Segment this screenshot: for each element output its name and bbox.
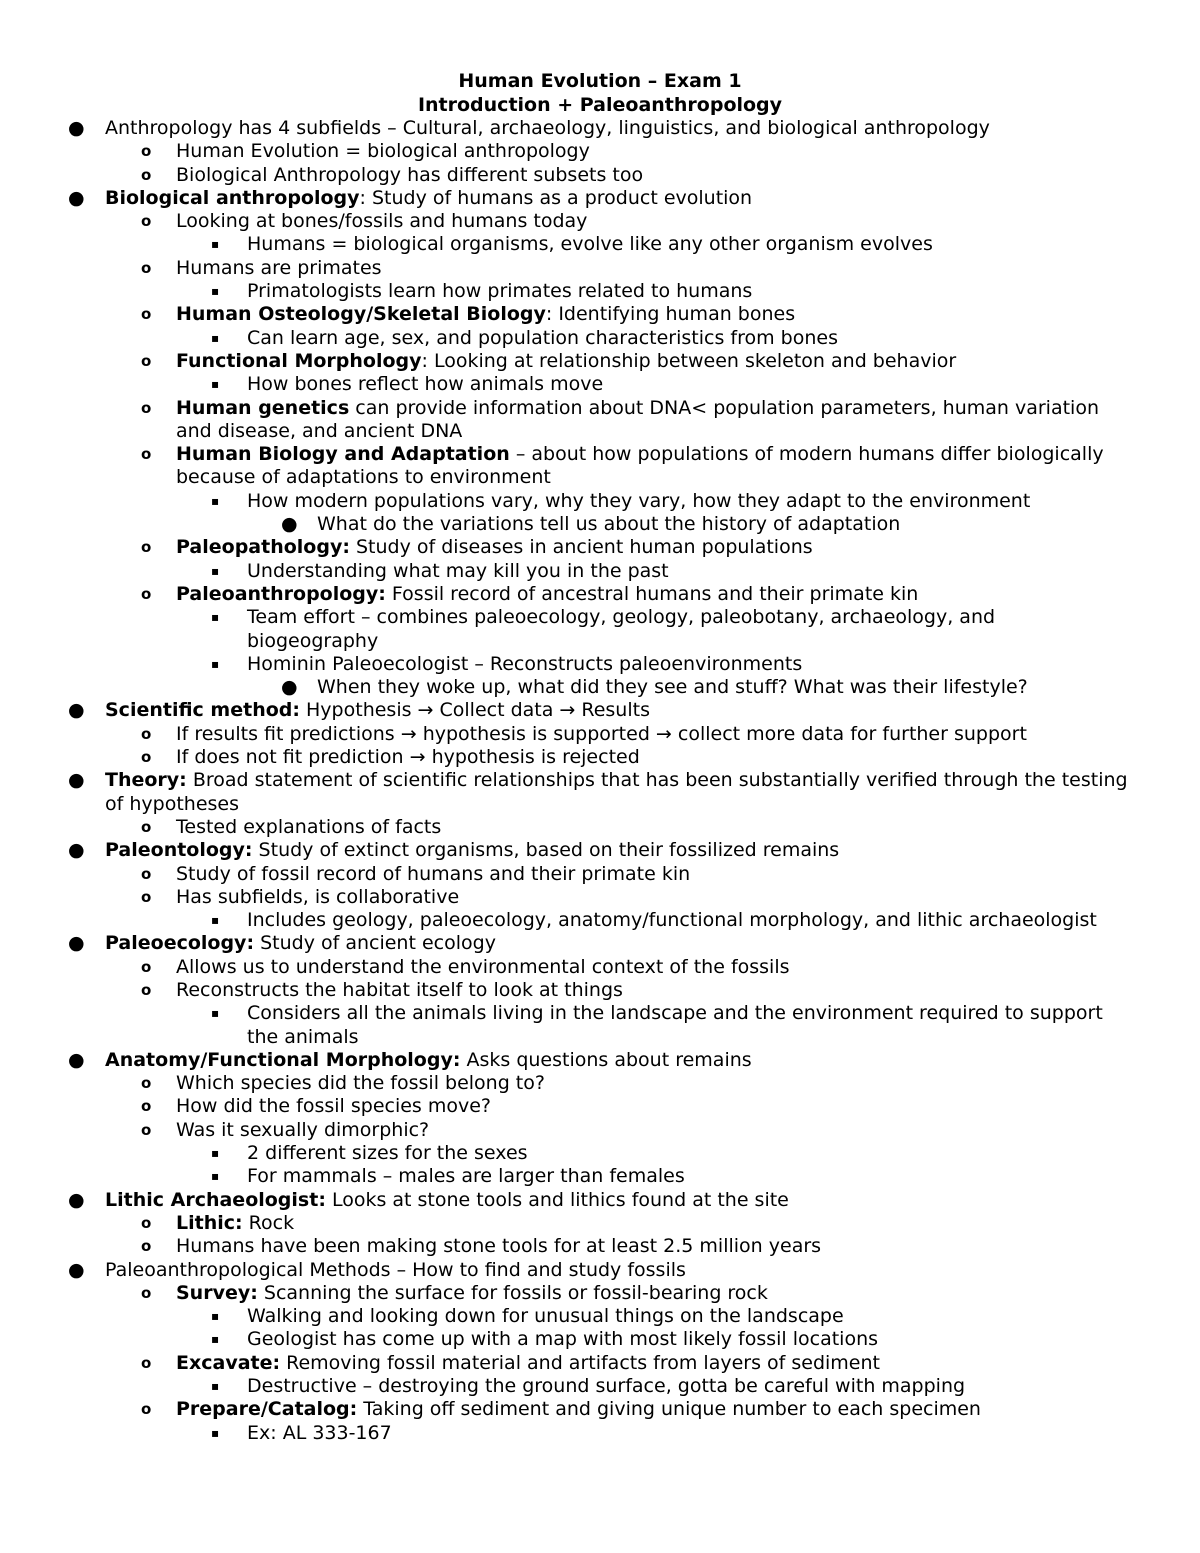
- outline-item-text: [176, 257, 1200, 280]
- outline-item-level-3: [0, 1375, 1200, 1398]
- outline-item-text: [105, 1189, 1200, 1212]
- outline-item-text: [247, 560, 1200, 583]
- outline-item-text: [176, 863, 1200, 886]
- outline-item-level-1: [0, 932, 1200, 955]
- outline-item-text: [247, 1375, 1200, 1398]
- outline-item-term: Human Osteology/Skeletal Biology: [176, 303, 546, 326]
- letter-o-bullet-icon: o: [141, 1074, 152, 1093]
- outline-item-body: Rock: [242, 1211, 295, 1234]
- outline-item-text: [105, 839, 1200, 862]
- letter-o-bullet-icon: o: [141, 1400, 152, 1419]
- outline-item-text: [247, 327, 1200, 350]
- filled-square-bullet-icon: ▪: [211, 284, 220, 299]
- filled-square-bullet-icon: ▪: [211, 1169, 220, 1184]
- outline-item-text: [176, 210, 1200, 233]
- filled-circle-bullet-icon: ●: [68, 1048, 85, 1071]
- document-subtitle: Introduction + Paleoanthropology: [417, 93, 783, 116]
- outline-item-body: When they woke up, what did they see and stuff? What was their lifestyle?: [317, 676, 1028, 699]
- outline-item-level-2: [0, 863, 1200, 886]
- outline-item-text: [176, 350, 1200, 373]
- outline-item-level-1: [0, 839, 1200, 862]
- filled-square-bullet-icon: ▪: [211, 1425, 220, 1440]
- outline-item-level-2: [0, 350, 1200, 373]
- outline-item-body: If does not fit prediction → hypothesis is rejected: [176, 746, 640, 769]
- outline-item-body: can provide information about DNA< population parameters, human variation and disease, and ancient DNA: [176, 396, 1099, 442]
- outline-item-body: Removing fossil material and artifacts from layers of sediment: [280, 1351, 880, 1374]
- outline-item-body: Taking off sediment and giving unique number to each specimen: [357, 1398, 981, 1421]
- filled-circle-bullet-icon: ●: [68, 699, 85, 722]
- outline-item-text: [176, 1095, 1200, 1118]
- filled-square-bullet-icon: ▪: [211, 1006, 220, 1021]
- letter-o-bullet-icon: o: [141, 584, 152, 603]
- outline-item-body: Paleoanthropological Methods – How to find and study fossils: [105, 1258, 686, 1281]
- letter-o-bullet-icon: o: [141, 1283, 152, 1302]
- outline-item-level-3: [0, 909, 1200, 932]
- outline-item-body: 2 different sizes for the sexes: [247, 1142, 528, 1165]
- outline-item-term: Excavate:: [176, 1351, 281, 1374]
- outline-item-text: [247, 373, 1200, 396]
- outline-item-text: [247, 1328, 1200, 1351]
- filled-square-bullet-icon: ▪: [211, 563, 220, 578]
- filled-square-bullet-icon: ▪: [211, 330, 220, 345]
- outline-item-body: Hominin Paleoecologist – Reconstructs paleoenvironments: [247, 652, 803, 675]
- outline-item-body: Humans have been making stone tools for at least 2.5 million years: [176, 1235, 822, 1258]
- outline-item-body: Geologist has come up with a map with most likely fossil locations: [247, 1328, 879, 1351]
- letter-o-bullet-icon: o: [141, 1237, 152, 1256]
- filled-circle-bullet-icon: ●: [68, 186, 85, 209]
- letter-o-bullet-icon: o: [141, 748, 152, 767]
- outline-item-level-2: [0, 1072, 1200, 1095]
- filled-square-bullet-icon: ▪: [211, 1379, 220, 1394]
- outline-item-level-2: [0, 1095, 1200, 1118]
- filled-circle-bullet-icon: ●: [68, 1258, 85, 1281]
- filled-circle-bullet-icon: ●: [68, 117, 85, 139]
- letter-o-bullet-icon: o: [141, 1353, 152, 1372]
- outline-item-term: Human Biology and Adaptation: [176, 443, 510, 466]
- outline-item-body: : Study of humans as a product evolution: [359, 186, 753, 209]
- outline-item-term: Lithic:: [176, 1211, 243, 1234]
- outline-item-text: [176, 303, 1200, 326]
- letter-o-bullet-icon: o: [141, 864, 152, 883]
- outline-item-level-2: [0, 210, 1200, 233]
- letter-o-bullet-icon: o: [141, 538, 152, 557]
- outline-item-level-3: [0, 1002, 1200, 1049]
- filled-square-bullet-icon: ▪: [211, 656, 220, 671]
- outline-item-body: Was it sexually dimorphic?: [176, 1118, 430, 1141]
- outline-item-level-2: [0, 1212, 1200, 1235]
- outline-item-level-3: [0, 280, 1200, 303]
- letter-o-bullet-icon: o: [141, 258, 152, 277]
- outline-item-body: Looks at stone tools and lithics found at the site: [325, 1188, 789, 1211]
- outline-item-body: Study of diseases in ancient human populations: [349, 536, 813, 559]
- outline-item-body: Includes geology, paleoecology, anatomy/functional morphology, and lithic archaeologist: [247, 909, 1097, 932]
- outline-item-level-2: [0, 886, 1200, 909]
- outline-item-term: Theory:: [105, 769, 187, 792]
- outline-item-term: Human genetics: [176, 396, 350, 419]
- outline-item-text: [176, 816, 1200, 839]
- outline-item-text: [317, 513, 1200, 536]
- outline-item-level-1: [0, 769, 1200, 816]
- outline-item-body: What do the variations tell us about the history of adaptation: [317, 513, 901, 536]
- outline-item-body: Walking and looking down for unusual things on the landscape: [247, 1305, 844, 1328]
- outline-item-text: [176, 1212, 1200, 1235]
- outline-item-text: [176, 583, 1200, 606]
- outline-item-level-2: [0, 164, 1200, 187]
- outline-item-body: How bones reflect how animals move: [247, 373, 604, 396]
- outline-item-term: Scientific method:: [105, 699, 300, 722]
- outline-item-body: – about how populations of modern humans differ biologically because of adaptations to environment: [176, 443, 1104, 489]
- outline-item-body: Study of fossil record of humans and their primate kin: [176, 862, 691, 885]
- outline-item-body: How modern populations vary, why they vary, how they adapt to the environment: [247, 489, 1031, 512]
- outline-item-text: [176, 397, 1200, 444]
- outline-item-level-2: [0, 723, 1200, 746]
- outline-item-term: Lithic Archaeologist:: [105, 1188, 326, 1211]
- outline-item-text: [176, 1072, 1200, 1095]
- outline-item-level-2: [0, 583, 1200, 606]
- outline-item-level-2: [0, 1119, 1200, 1142]
- outline-item-text: [317, 676, 1200, 699]
- outline-item-level-3: [0, 606, 1200, 653]
- outline-item-body: : Looking at relationship between skeleton and behavior: [421, 349, 957, 372]
- outline-item-level-3: [0, 327, 1200, 350]
- outline-item-level-3: [0, 1165, 1200, 1188]
- outline-item-level-2: [0, 397, 1200, 444]
- outline-item-level-3: [0, 653, 1200, 676]
- outline-item-body: Considers all the animals living in the landscape and the environment required to support the animals: [247, 1002, 1103, 1048]
- outline-item-text: [247, 1305, 1200, 1328]
- letter-o-bullet-icon: o: [141, 398, 152, 417]
- outline-item-text: [176, 536, 1200, 559]
- outline-item-text: [176, 979, 1200, 1002]
- outline-item-text: [176, 1352, 1200, 1375]
- outline-item-body: Which species did the fossil belong to?: [176, 1072, 545, 1095]
- outline-list: [0, 117, 1200, 1445]
- letter-o-bullet-icon: o: [141, 165, 152, 184]
- document-title: Human Evolution – Exam 1: [458, 70, 742, 92]
- outline-item-body: Allows us to understand the environmental context of the fossils: [176, 955, 790, 978]
- outline-item-body: Scanning the surface for fossils or fossil-bearing rock: [257, 1281, 768, 1304]
- outline-item-text: [247, 233, 1200, 256]
- outline-item-text: [105, 699, 1200, 722]
- outline-item-text: [176, 956, 1200, 979]
- outline-item-text: [176, 1119, 1200, 1142]
- outline-item-text: [176, 140, 1200, 163]
- outline-item-term: Functional Morphology: [176, 349, 422, 372]
- outline-item-body: Understanding what may kill you in the past: [247, 559, 669, 582]
- outline-item-text: [247, 1002, 1200, 1049]
- outline-item-text: [176, 443, 1200, 490]
- outline-item-text: [247, 909, 1200, 932]
- outline-item-level-2: [0, 1282, 1200, 1305]
- outline-item-term: Biological anthropology: [105, 186, 360, 209]
- outline-item-level-2: [0, 816, 1200, 839]
- letter-o-bullet-icon: o: [141, 980, 152, 999]
- outline-item-body: Broad statement of scientific relationships that has been substantially verified through the testing of hypotheses: [105, 769, 1128, 815]
- outline-item-body: Fossil record of ancestral humans and their primate kin: [385, 582, 919, 605]
- outline-item-text: [176, 723, 1200, 746]
- outline-item-text: [247, 490, 1200, 513]
- letter-o-bullet-icon: o: [141, 445, 152, 464]
- outline-item-body: Primatologists learn how primates related to humans: [247, 280, 753, 303]
- filled-square-bullet-icon: ▪: [211, 377, 220, 392]
- outline-item-level-2: [0, 1398, 1200, 1421]
- outline-item-level-1: [0, 187, 1200, 210]
- outline-item-body: How did the fossil species move?: [176, 1095, 492, 1118]
- outline-item-body: Ex: AL 333-167: [247, 1421, 392, 1444]
- filled-circle-bullet-icon: ●: [68, 839, 85, 862]
- outline-item-body: : Identifying human bones: [545, 303, 796, 326]
- outline-item-term: Paleontology:: [105, 839, 253, 862]
- letter-o-bullet-icon: o: [141, 142, 152, 161]
- outline-item-text: [247, 653, 1200, 676]
- filled-square-bullet-icon: ▪: [211, 237, 220, 252]
- filled-circle-bullet-icon: ●: [281, 513, 298, 536]
- outline-item-body: For mammals – males are larger than females: [247, 1165, 685, 1188]
- outline-item-body: Asks questions about remains: [460, 1048, 752, 1071]
- outline-item-body: Humans = biological organisms, evolve like any other organism evolves: [247, 233, 933, 256]
- outline-item-level-1: [0, 1049, 1200, 1072]
- outline-item-level-2: [0, 979, 1200, 1002]
- outline-item-body: Biological Anthropology has different subsets too: [176, 163, 644, 186]
- letter-o-bullet-icon: o: [141, 724, 152, 743]
- outline-item-body: Reconstructs the habitat itself to look at things: [176, 978, 623, 1001]
- outline-item-level-1: [0, 1259, 1200, 1282]
- outline-item-level-3: [0, 1422, 1200, 1445]
- outline-item-text: [105, 1049, 1200, 1072]
- filled-square-bullet-icon: ▪: [211, 1332, 220, 1347]
- letter-o-bullet-icon: o: [141, 817, 152, 836]
- outline-item-level-2: [0, 1235, 1200, 1258]
- filled-square-bullet-icon: ▪: [211, 1309, 220, 1324]
- outline-item-body: Human Evolution = biological anthropology: [176, 140, 590, 163]
- outline-item-text: [105, 117, 1200, 140]
- letter-o-bullet-icon: o: [141, 957, 152, 976]
- outline-item-body: Study of extinct organisms, based on their fossilized remains: [252, 839, 840, 862]
- outline-item-body: Has subfields, is collaborative: [176, 885, 460, 908]
- outline-item-level-3: [0, 1142, 1200, 1165]
- filled-square-bullet-icon: ▪: [211, 610, 220, 625]
- outline-item-level-3: [0, 490, 1200, 513]
- outline-item-body: If results fit predictions → hypothesis is supported → collect more data for further support: [176, 722, 1027, 745]
- outline-item-text: [176, 746, 1200, 769]
- outline-item-level-2: [0, 303, 1200, 326]
- outline-item-level-3: [0, 233, 1200, 256]
- outline-item-body: Can learn age, sex, and population characteristics from bones: [247, 326, 838, 349]
- filled-square-bullet-icon: ▪: [211, 493, 220, 508]
- outline-item-text: [105, 769, 1200, 816]
- outline-item-level-2: [0, 746, 1200, 769]
- outline-item-term: Survey:: [176, 1281, 258, 1304]
- outline-item-level-1: [0, 117, 1200, 140]
- outline-item-level-3: [0, 373, 1200, 396]
- outline-item-text: [176, 886, 1200, 909]
- outline-item-text: [247, 280, 1200, 303]
- outline-item-term: Paleoecology:: [105, 932, 255, 955]
- outline-item-text: [247, 1142, 1200, 1165]
- document-page: [0, 70, 1200, 1445]
- letter-o-bullet-icon: o: [141, 1097, 152, 1116]
- filled-circle-bullet-icon: ●: [281, 676, 298, 699]
- outline-item-level-2: [0, 140, 1200, 163]
- outline-item-body: Team effort – combines paleoecology, geology, paleobotany, archaeology, and biogeography: [247, 606, 996, 652]
- filled-square-bullet-icon: ▪: [211, 913, 220, 928]
- outline-item-text: [105, 187, 1200, 210]
- outline-item-body: Looking at bones/fossils and humans today: [176, 210, 588, 233]
- outline-item-text: [176, 1398, 1200, 1421]
- filled-circle-bullet-icon: ●: [68, 932, 85, 955]
- outline-item-term: Paleoanthropology:: [176, 582, 386, 605]
- outline-item-term: Paleopathology:: [176, 536, 350, 559]
- letter-o-bullet-icon: o: [141, 212, 152, 231]
- filled-circle-bullet-icon: ●: [68, 1188, 85, 1211]
- outline-item-text: [105, 1259, 1200, 1282]
- outline-item-level-3: [0, 1328, 1200, 1351]
- outline-item-level-3: [0, 560, 1200, 583]
- letter-o-bullet-icon: o: [141, 305, 152, 324]
- outline-item-body: Hypothesis → Collect data → Results: [299, 699, 650, 722]
- outline-item-text: [176, 1235, 1200, 1258]
- letter-o-bullet-icon: o: [141, 1213, 152, 1232]
- outline-item-level-2: [0, 257, 1200, 280]
- outline-item-level-1: [0, 1189, 1200, 1212]
- outline-item-term: Prepare/Catalog:: [176, 1398, 358, 1421]
- letter-o-bullet-icon: o: [141, 887, 152, 906]
- outline-item-text: [176, 164, 1200, 187]
- outline-item-level-4: [0, 676, 1200, 699]
- outline-item-level-4: [0, 513, 1200, 536]
- outline-item-body: Anthropology has 4 subfields – Cultural, archaeology, linguistics, and biological anthropology: [105, 117, 990, 139]
- outline-item-body: Study of ancient ecology: [254, 932, 496, 955]
- outline-item-text: [176, 1282, 1200, 1305]
- outline-item-text: [247, 1422, 1200, 1445]
- outline-item-level-1: [0, 699, 1200, 722]
- outline-item-body: Destructive – destroying the ground surface, gotta be careful with mapping: [247, 1375, 966, 1398]
- outline-item-level-2: [0, 443, 1200, 490]
- outline-item-level-2: [0, 1352, 1200, 1375]
- outline-item-level-2: [0, 536, 1200, 559]
- outline-item-level-3: [0, 1305, 1200, 1328]
- outline-item-text: [105, 932, 1200, 955]
- filled-circle-bullet-icon: ●: [68, 769, 85, 792]
- outline-item-level-2: [0, 956, 1200, 979]
- outline-item-body: Humans are primates: [176, 256, 382, 279]
- outline-item-text: [247, 606, 1200, 653]
- outline-item-text: [247, 1165, 1200, 1188]
- filled-square-bullet-icon: ▪: [211, 1146, 220, 1161]
- outline-item-term: Anatomy/Functional Morphology:: [105, 1048, 461, 1071]
- letter-o-bullet-icon: o: [141, 351, 152, 370]
- outline-item-body: Tested explanations of facts: [176, 815, 442, 838]
- letter-o-bullet-icon: o: [141, 1120, 152, 1139]
